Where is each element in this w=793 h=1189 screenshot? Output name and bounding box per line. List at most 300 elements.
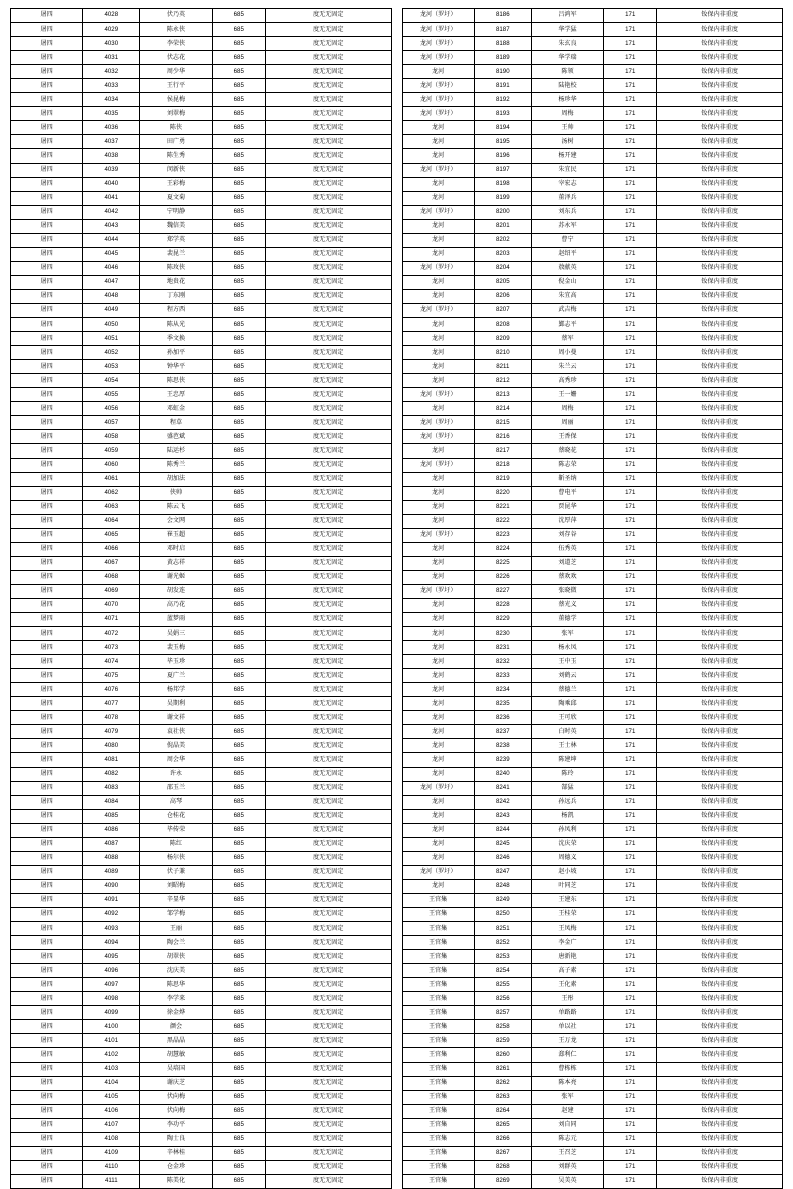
- cell-id: 8188: [474, 37, 531, 51]
- cell-category: 度无无固定: [265, 65, 391, 79]
- cell-category: 钕保内非重度: [657, 458, 783, 472]
- cell-category: 度无无固定: [265, 486, 391, 500]
- cell-name: 蔡光义: [531, 598, 603, 612]
- table-row: [402, 79, 783, 93]
- cell-id: 8229: [474, 613, 531, 627]
- cell-category: 度无无固定: [265, 458, 391, 472]
- cell-amount: 685: [212, 908, 265, 922]
- cell-name: 陈永侠: [140, 23, 212, 37]
- cell-category: 钕保内非重度: [657, 753, 783, 767]
- cell-amount: 171: [604, 1020, 657, 1034]
- table-row: [11, 374, 392, 388]
- cell-id: 8236: [474, 711, 531, 725]
- cell-town: 屠四: [11, 922, 83, 936]
- cell-category: 度无无固定: [265, 528, 391, 542]
- cell-category: 度无无固定: [265, 1174, 391, 1188]
- table-row: [402, 51, 783, 65]
- table-row: [11, 1146, 392, 1160]
- cell-amount: 171: [604, 1146, 657, 1160]
- cell-town: 屠四: [11, 121, 83, 135]
- table-row: [402, 893, 783, 907]
- cell-id: 8232: [474, 655, 531, 669]
- cell-category: 钕保内非重度: [657, 542, 783, 556]
- cell-town: 屠四: [11, 205, 83, 219]
- table-row: [11, 809, 392, 823]
- cell-name: 袁社侠: [140, 725, 212, 739]
- cell-town: 屠四: [11, 177, 83, 191]
- cell-town: 屠四: [11, 135, 83, 149]
- cell-name: 杨邦学: [140, 683, 212, 697]
- cell-category: 度无无固定: [265, 107, 391, 121]
- cell-id: 4096: [83, 964, 140, 978]
- cell-id: 4052: [83, 346, 140, 360]
- cell-category: 度无无固定: [265, 233, 391, 247]
- cell-id: 4063: [83, 500, 140, 514]
- cell-name: 胡发连: [140, 584, 212, 598]
- cell-id: 4084: [83, 795, 140, 809]
- cell-name: 张军: [531, 1090, 603, 1104]
- cell-category: 度无无固定: [265, 1118, 391, 1132]
- cell-id: 4041: [83, 191, 140, 205]
- cell-name: 王中玉: [531, 655, 603, 669]
- cell-id: 8252: [474, 936, 531, 950]
- cell-town: 屠四: [11, 598, 83, 612]
- cell-id: 4082: [83, 767, 140, 781]
- table-row: [11, 598, 392, 612]
- cell-name: 颜会: [140, 1020, 212, 1034]
- cell-name: 陈建坤: [531, 753, 603, 767]
- cell-amount: 171: [604, 93, 657, 107]
- cell-name: 王化素: [531, 978, 603, 992]
- table-row: [11, 261, 392, 275]
- cell-category: 钕保内非重度: [657, 936, 783, 950]
- cell-id: 8262: [474, 1076, 531, 1090]
- cell-town: 屠四: [11, 261, 83, 275]
- table-row: [11, 1118, 392, 1132]
- cell-id: 8215: [474, 416, 531, 430]
- cell-id: 4110: [83, 1160, 140, 1174]
- cell-name: 叶同芝: [531, 879, 603, 893]
- cell-category: 钕保内非重度: [657, 289, 783, 303]
- cell-id: 4102: [83, 1048, 140, 1062]
- cell-town: 王官集: [402, 964, 474, 978]
- table-row: [402, 247, 783, 261]
- cell-id: 8241: [474, 781, 531, 795]
- table-row: [402, 613, 783, 627]
- cell-id: 8190: [474, 65, 531, 79]
- cell-amount: 685: [212, 261, 265, 275]
- table-row: [11, 219, 392, 233]
- cell-id: 8216: [474, 430, 531, 444]
- cell-town: 屠四: [11, 950, 83, 964]
- cell-id: 4070: [83, 598, 140, 612]
- cell-amount: 171: [604, 1048, 657, 1062]
- cell-amount: 171: [604, 1174, 657, 1188]
- cell-amount: 171: [604, 1090, 657, 1104]
- cell-category: 钕保内非重度: [657, 346, 783, 360]
- cell-town: 龙河: [402, 121, 474, 135]
- cell-town: 龙河: [402, 669, 474, 683]
- cell-town: 龙河: [402, 318, 474, 332]
- cell-amount: 685: [212, 711, 265, 725]
- cell-category: 度无无固定: [265, 37, 391, 51]
- cell-town: 屠四: [11, 219, 83, 233]
- cell-town: 屠四: [11, 570, 83, 584]
- table-row: [402, 1034, 783, 1048]
- cell-name: 蔡晓花: [531, 444, 603, 458]
- cell-name: 单以社: [531, 1020, 603, 1034]
- cell-town: 屠四: [11, 1146, 83, 1160]
- cell-id: 4101: [83, 1034, 140, 1048]
- cell-town: 龙河: [402, 711, 474, 725]
- cell-town: 屠四: [11, 247, 83, 261]
- cell-name: 李金广: [531, 936, 603, 950]
- cell-name: 武吉梅: [531, 303, 603, 317]
- cell-town: 屠四: [11, 1132, 83, 1146]
- cell-amount: 685: [212, 191, 265, 205]
- cell-amount: 171: [604, 1062, 657, 1076]
- cell-name: 伏子兼: [140, 865, 212, 879]
- cell-amount: 171: [604, 374, 657, 388]
- cell-amount: 171: [604, 458, 657, 472]
- cell-id: 4106: [83, 1104, 140, 1118]
- cell-id: 4059: [83, 444, 140, 458]
- cell-name: 高秀珍: [531, 374, 603, 388]
- table-row: [11, 360, 392, 374]
- cell-town: 屠四: [11, 964, 83, 978]
- cell-name: 董泽兵: [531, 191, 603, 205]
- cell-category: 钕保内非重度: [657, 51, 783, 65]
- cell-category: 度无无固定: [265, 879, 391, 893]
- cell-name: 王可欣: [531, 711, 603, 725]
- cell-category: 度无无固定: [265, 149, 391, 163]
- table-row: [11, 23, 392, 37]
- cell-town: 屠四: [11, 149, 83, 163]
- cell-name: 赵小坡: [531, 865, 603, 879]
- cell-amount: 685: [212, 1146, 265, 1160]
- cell-amount: 171: [604, 781, 657, 795]
- cell-id: 4081: [83, 753, 140, 767]
- cell-id: 8242: [474, 795, 531, 809]
- cell-id: 4058: [83, 430, 140, 444]
- cell-town: 屠四: [11, 823, 83, 837]
- cell-id: 4095: [83, 950, 140, 964]
- cell-id: 4099: [83, 1006, 140, 1020]
- cell-amount: 685: [212, 93, 265, 107]
- table-row: [11, 346, 392, 360]
- cell-id: 8210: [474, 346, 531, 360]
- cell-amount: 685: [212, 205, 265, 219]
- cell-amount: 685: [212, 865, 265, 879]
- cell-id: 8253: [474, 950, 531, 964]
- table-row: [11, 303, 392, 317]
- cell-category: 度无无固定: [265, 655, 391, 669]
- table-row: [402, 1006, 783, 1020]
- cell-category: 钕保内非重度: [657, 570, 783, 584]
- table-row: [402, 318, 783, 332]
- cell-name: 杨永凤: [531, 641, 603, 655]
- cell-id: 8193: [474, 107, 531, 121]
- cell-amount: 685: [212, 289, 265, 303]
- cell-category: 钕保内非重度: [657, 851, 783, 865]
- cell-amount: 685: [212, 613, 265, 627]
- cell-amount: 171: [604, 51, 657, 65]
- cell-id: 4098: [83, 992, 140, 1006]
- table-row: [11, 837, 392, 851]
- cell-town: 龙河: [402, 332, 474, 346]
- cell-town: 屠四: [11, 360, 83, 374]
- table-row: [11, 37, 392, 51]
- cell-id: 4107: [83, 1118, 140, 1132]
- cell-category: 度无无固定: [265, 922, 391, 936]
- cell-name: 李荣侠: [140, 37, 212, 51]
- cell-name: 鄞志平: [531, 318, 603, 332]
- cell-amount: 685: [212, 570, 265, 584]
- cell-amount: 171: [604, 402, 657, 416]
- cell-town: 龙河（罗圩）: [402, 430, 474, 444]
- cell-town: 龙河（罗圩）: [402, 781, 474, 795]
- cell-name: 夏广兰: [140, 669, 212, 683]
- cell-town: 王官集: [402, 1076, 474, 1090]
- cell-id: 4055: [83, 388, 140, 402]
- cell-amount: 171: [604, 964, 657, 978]
- cell-id: 4079: [83, 725, 140, 739]
- cell-town: 屠四: [11, 1048, 83, 1062]
- table-row: [402, 978, 783, 992]
- cell-name: 会文网: [140, 514, 212, 528]
- cell-town: 龙河: [402, 275, 474, 289]
- table-row: [402, 542, 783, 556]
- cell-town: 龙河: [402, 177, 474, 191]
- cell-amount: 171: [604, 1006, 657, 1020]
- table-row: [11, 458, 392, 472]
- cell-name: 高乃花: [140, 598, 212, 612]
- cell-amount: 685: [212, 318, 265, 332]
- cell-amount: 171: [604, 233, 657, 247]
- table-row: [402, 486, 783, 500]
- cell-name: 闵新侠: [140, 163, 212, 177]
- cell-town: 屠四: [11, 879, 83, 893]
- cell-amount: 685: [212, 360, 265, 374]
- cell-amount: 171: [604, 191, 657, 205]
- cell-id: 4060: [83, 458, 140, 472]
- cell-id: 4077: [83, 697, 140, 711]
- cell-id: 8211: [474, 360, 531, 374]
- cell-town: 王官集: [402, 1118, 474, 1132]
- cell-name: 王建东: [531, 893, 603, 907]
- cell-id: 4053: [83, 360, 140, 374]
- cell-town: 屠四: [11, 346, 83, 360]
- cell-name: 刘东兵: [531, 205, 603, 219]
- cell-name: 吴娟三: [140, 627, 212, 641]
- cell-name: 仓金珍: [140, 1160, 212, 1174]
- cell-name: 周德义: [531, 851, 603, 865]
- cell-id: 8189: [474, 51, 531, 65]
- cell-town: 龙河: [402, 191, 474, 205]
- table-row: [11, 1006, 392, 1020]
- cell-id: 4069: [83, 584, 140, 598]
- cell-amount: 171: [604, 697, 657, 711]
- cell-id: 8245: [474, 837, 531, 851]
- cell-id: 8199: [474, 191, 531, 205]
- cell-name: 杨尔侠: [140, 851, 212, 865]
- table-row: [11, 191, 392, 205]
- right-table: [402, 8, 784, 1189]
- cell-amount: 171: [604, 908, 657, 922]
- table-row: [402, 444, 783, 458]
- cell-name: 侯昆梅: [140, 93, 212, 107]
- cell-town: 屠四: [11, 163, 83, 177]
- cell-amount: 685: [212, 107, 265, 121]
- table-row: [11, 500, 392, 514]
- cell-id: 4083: [83, 781, 140, 795]
- cell-category: 钕保内非重度: [657, 683, 783, 697]
- table-row: [11, 430, 392, 444]
- cell-category: 钕保内非重度: [657, 374, 783, 388]
- cell-amount: 685: [212, 247, 265, 261]
- cell-amount: 685: [212, 219, 265, 233]
- cell-id: 8218: [474, 458, 531, 472]
- cell-category: 钕保内非重度: [657, 823, 783, 837]
- cell-id: 4057: [83, 416, 140, 430]
- cell-amount: 685: [212, 936, 265, 950]
- cell-amount: 171: [604, 388, 657, 402]
- cell-amount: 171: [604, 739, 657, 753]
- cell-category: 度无无固定: [265, 542, 391, 556]
- cell-name: 王丽: [140, 922, 212, 936]
- table-row: [402, 950, 783, 964]
- cell-name: 伏向梅: [140, 1090, 212, 1104]
- cell-name: 朱宜高: [531, 289, 603, 303]
- cell-amount: 685: [212, 781, 265, 795]
- cell-category: 钕保内非重度: [657, 233, 783, 247]
- cell-amount: 171: [604, 893, 657, 907]
- cell-amount: 171: [604, 261, 657, 275]
- cell-id: 8256: [474, 992, 531, 1006]
- cell-town: 王官集: [402, 992, 474, 1006]
- cell-name: 倪晶美: [140, 739, 212, 753]
- cell-amount: 685: [212, 542, 265, 556]
- cell-category: 度无无固定: [265, 711, 391, 725]
- cell-category: 钕保内非重度: [657, 514, 783, 528]
- cell-town: 屠四: [11, 865, 83, 879]
- cell-id: 4049: [83, 303, 140, 317]
- cell-town: 屠四: [11, 37, 83, 51]
- cell-name: 郄利仁: [531, 1048, 603, 1062]
- cell-name: 裴昆兰: [140, 247, 212, 261]
- cell-category: 钕保内非重度: [657, 865, 783, 879]
- cell-town: 王官集: [402, 922, 474, 936]
- cell-id: 8203: [474, 247, 531, 261]
- cell-amount: 171: [604, 950, 657, 964]
- cell-amount: 685: [212, 500, 265, 514]
- table-row: [11, 528, 392, 542]
- cell-amount: 685: [212, 964, 265, 978]
- cell-name: 季文换: [140, 332, 212, 346]
- table-row: [402, 809, 783, 823]
- cell-name: 张晓微: [531, 584, 603, 598]
- cell-name: 赵绍平: [531, 247, 603, 261]
- cell-town: 屠四: [11, 542, 83, 556]
- cell-id: 8226: [474, 570, 531, 584]
- cell-amount: 685: [212, 1048, 265, 1062]
- cell-town: 龙河（罗圩）: [402, 51, 474, 65]
- table-row: [402, 598, 783, 612]
- table-row: [11, 1062, 392, 1076]
- cell-name: 曹电平: [531, 486, 603, 500]
- table-row: [11, 641, 392, 655]
- cell-town: 龙河: [402, 219, 474, 233]
- cell-name: 陈本亮: [531, 1076, 603, 1090]
- cell-category: 钕保内非重度: [657, 978, 783, 992]
- cell-amount: 171: [604, 598, 657, 612]
- cell-id: 4076: [83, 683, 140, 697]
- cell-name: 周会华: [140, 753, 212, 767]
- table-row: [11, 725, 392, 739]
- table-row: [11, 936, 392, 950]
- cell-category: 钕保内非重度: [657, 1020, 783, 1034]
- cell-amount: 171: [604, 767, 657, 781]
- cell-amount: 171: [604, 1132, 657, 1146]
- cell-category: 度无无固定: [265, 388, 391, 402]
- table-row: [11, 107, 392, 121]
- table-row: [402, 23, 783, 37]
- cell-category: 钕保内非重度: [657, 950, 783, 964]
- cell-name: 周小曼: [531, 346, 603, 360]
- cell-amount: 685: [212, 683, 265, 697]
- cell-category: 钕保内非重度: [657, 1146, 783, 1160]
- cell-category: 钕保内非重度: [657, 584, 783, 598]
- table-row: [11, 950, 392, 964]
- table-row: [402, 725, 783, 739]
- cell-name: 刘昭梅: [140, 879, 212, 893]
- cell-amount: 171: [604, 711, 657, 725]
- cell-town: 屠四: [11, 908, 83, 922]
- cell-amount: 685: [212, 430, 265, 444]
- cell-amount: 171: [604, 795, 657, 809]
- cell-category: 度无无固定: [265, 1160, 391, 1174]
- cell-town: 龙河: [402, 570, 474, 584]
- cell-amount: 685: [212, 458, 265, 472]
- cell-name: 蔡军: [531, 332, 603, 346]
- cell-town: 屠四: [11, 514, 83, 528]
- cell-town: 屠四: [11, 1118, 83, 1132]
- cell-town: 王官集: [402, 1160, 474, 1174]
- cell-category: 度无无固定: [265, 683, 391, 697]
- cell-id: 4065: [83, 528, 140, 542]
- cell-id: 8198: [474, 177, 531, 191]
- cell-category: 度无无固定: [265, 1048, 391, 1062]
- cell-name: 陈红: [140, 837, 212, 851]
- cell-id: 8209: [474, 332, 531, 346]
- cell-category: 度无无固定: [265, 978, 391, 992]
- cell-id: 8227: [474, 584, 531, 598]
- cell-category: 钕保内非重度: [657, 402, 783, 416]
- cell-town: 屠四: [11, 781, 83, 795]
- cell-category: 度无无固定: [265, 950, 391, 964]
- cell-id: 8265: [474, 1118, 531, 1132]
- table-row: [11, 388, 392, 402]
- cell-id: 8202: [474, 233, 531, 247]
- cell-id: 8266: [474, 1132, 531, 1146]
- cell-town: 王官集: [402, 908, 474, 922]
- cell-id: 8268: [474, 1160, 531, 1174]
- cell-id: 8222: [474, 514, 531, 528]
- table-row: [11, 205, 392, 219]
- cell-category: 度无无固定: [265, 893, 391, 907]
- cell-amount: 685: [212, 65, 265, 79]
- cell-town: 龙河: [402, 514, 474, 528]
